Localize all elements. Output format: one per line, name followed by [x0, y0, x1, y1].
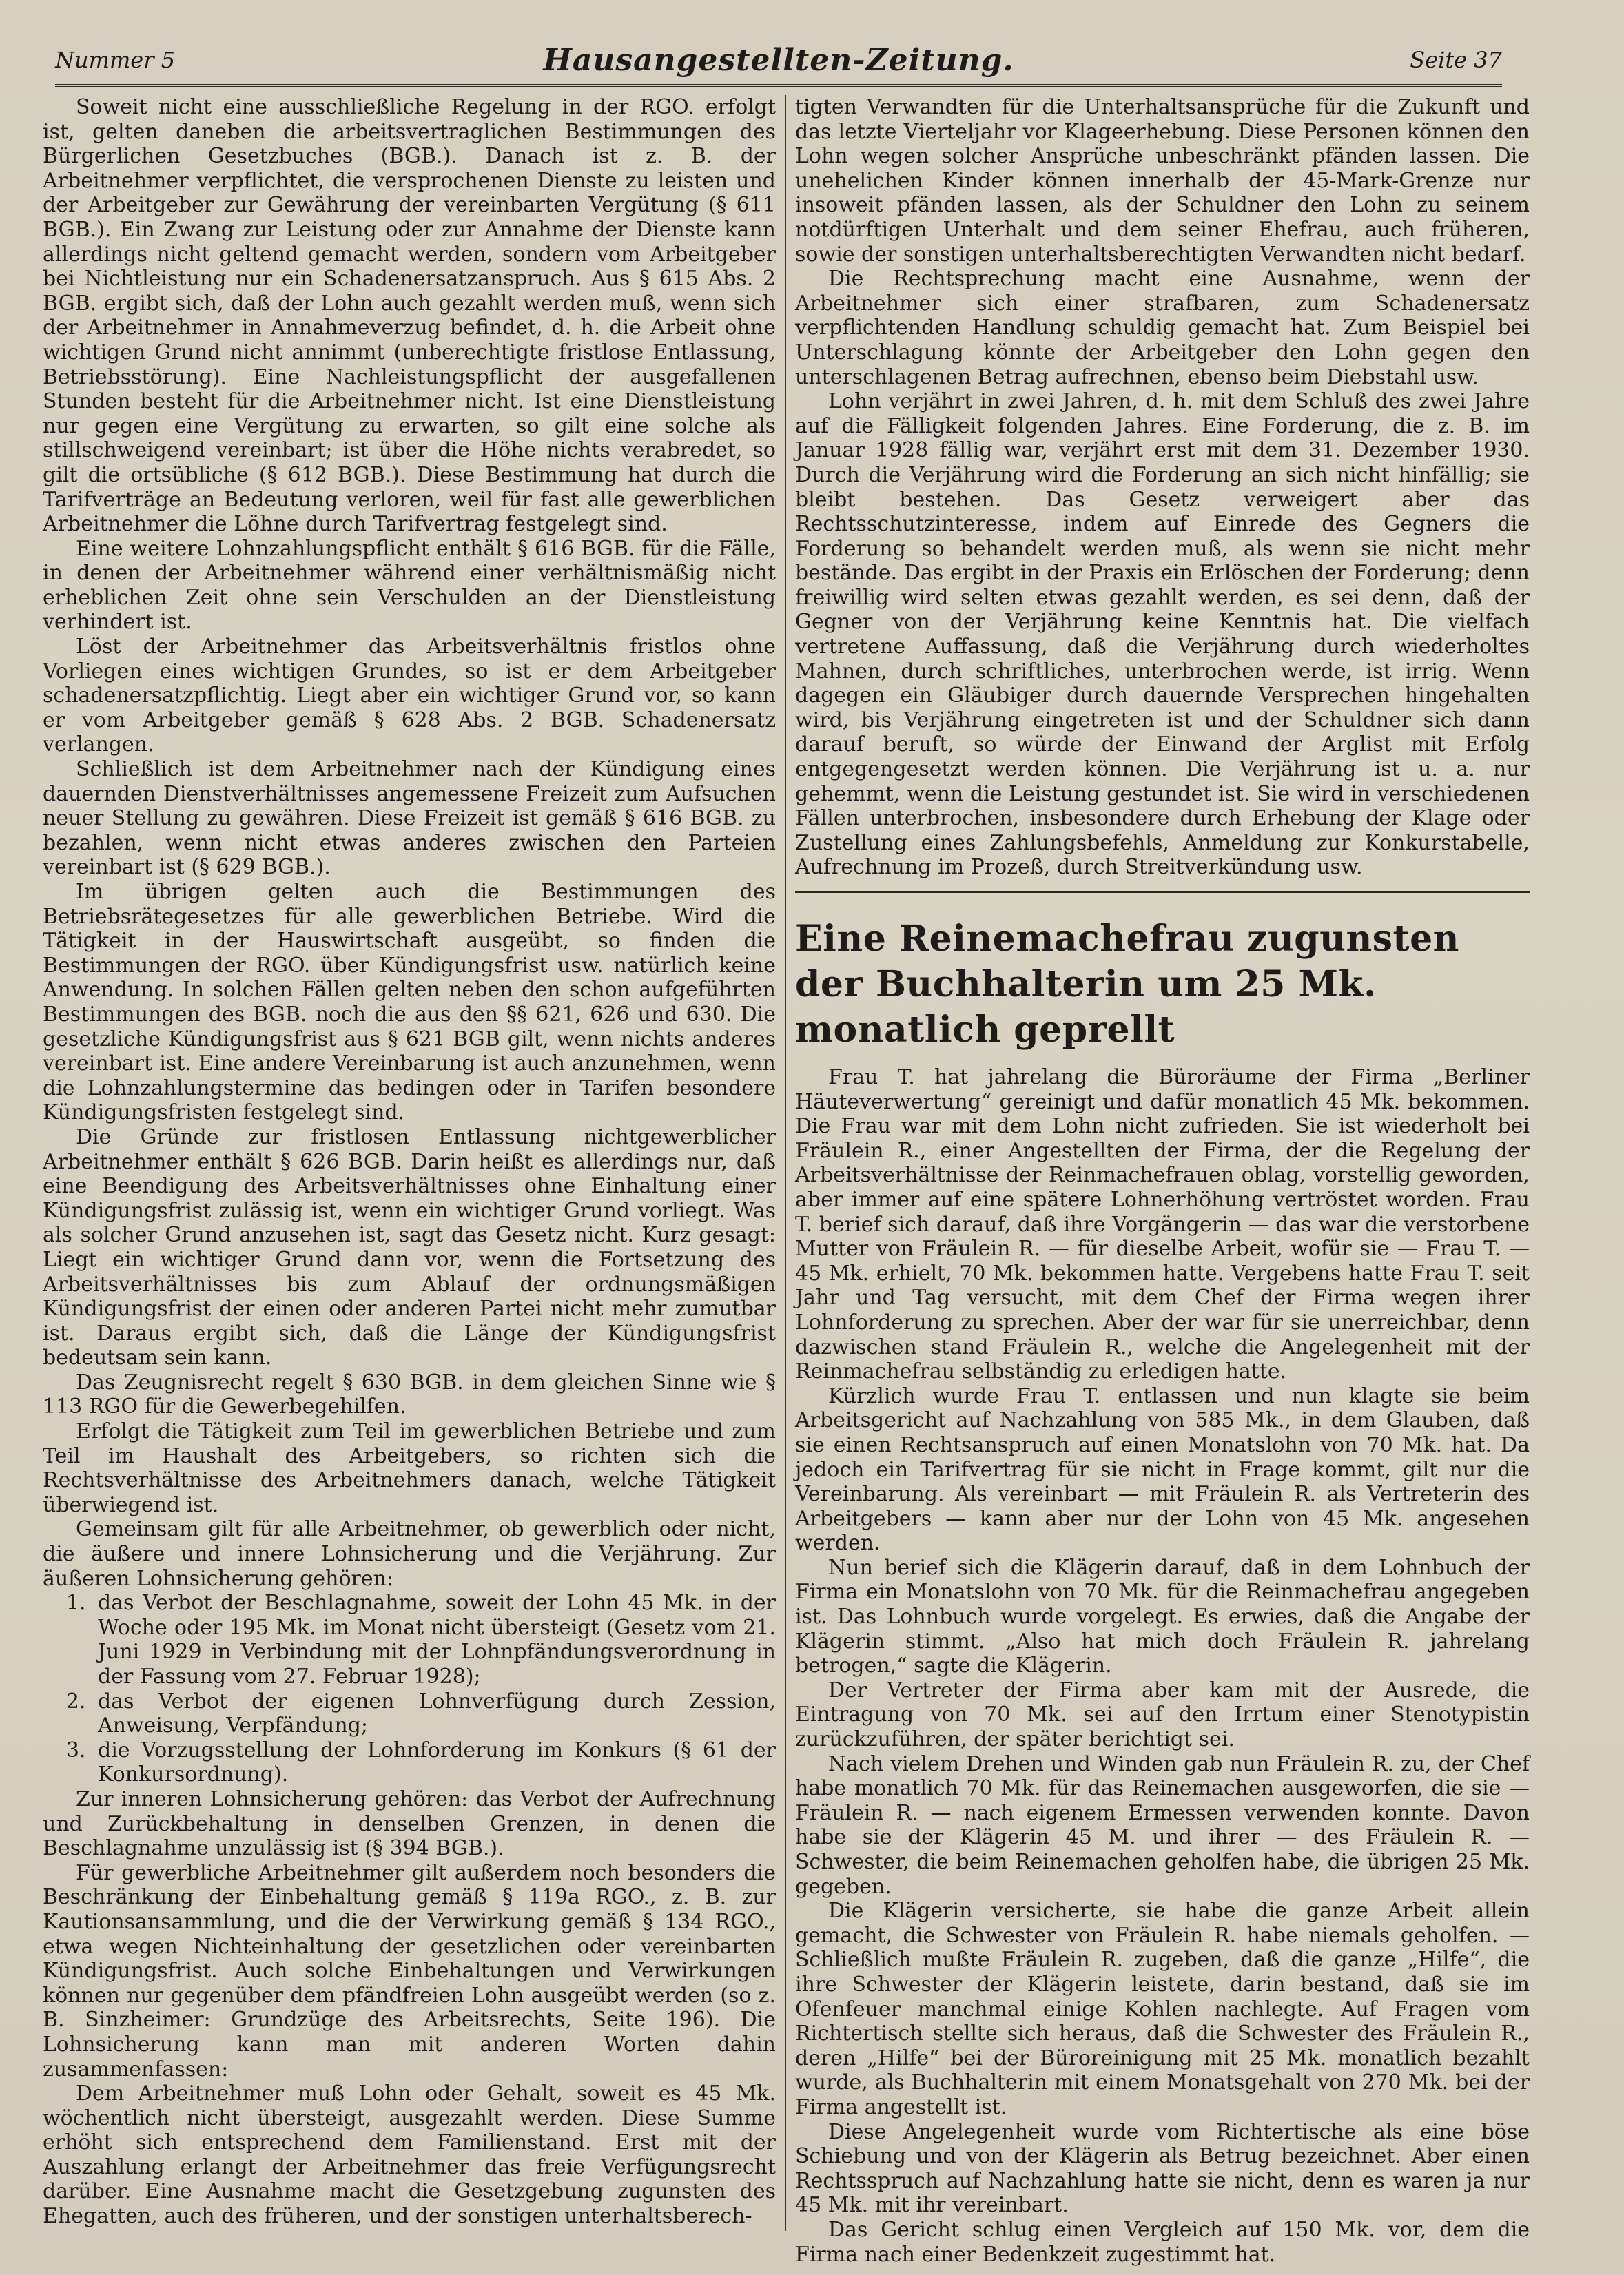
paragraph: Zur inneren Lohnsicherung gehören: das Verbot der Aufrechnung und Zurückbehaltung in denselben Grenzen, in denen die Beschlagnahme unzulässig ist (§ 394 BGB.). [43, 1787, 776, 1861]
page-number: Seite 37 [1410, 47, 1502, 73]
paragraph: Erfolgt die Tätigkeit zum Teil im gewerblichen Betriebe und zum Teil im Haushalt des Arbeitgebers, so richten sich die Rechtsverhältnisse des Arbeitnehmers danach, welche Tätigkeit überwiegend ist. [43, 1419, 776, 1517]
article-headline: Eine Reinemachefrau zugunsten der Buchhalterin um 25 Mk. monatlich geprellt [795, 918, 1459, 1051]
paragraph: Schließlich ist dem Arbeitnehmer nach der Kündigung eines dauernden Dienstverhältnisses angemessene Freizeit zum Aufsuchen neuer Stellung zu gewähren. Diese Freizeit ist gemäß § 616 BGB. zu bezahlen, wenn nicht etwas anderes zwischen den Parteien vereinbart ist (§ 629 BGB.). [43, 757, 776, 880]
paragraph: Der Vertreter der Firma aber kam mit der Ausrede, die Eintragung von 70 Mk. sei auf den Irrtum einer Stenotypistin zurückzuführen, der später berichtigt sei. [795, 1678, 1530, 1752]
paragraph: Soweit nicht eine ausschließliche Regelung in der RGO. erfolgt ist, gelten daneben die arbeitsvertraglichen Bestimmungen des Bürgerlichen Gesetzbuches (BGB.). Danach ist z. B. der Arbeitnehmer verpflichtet, die versprochenen Dienste zu leisten und der Arbeitgeber zur Gewährung der vereinbarten Vergütung (§ 611 BGB.). Ein Zwang zur Leistung oder zur Annahme der Dienste kann allerdings nicht geltend gemacht werden, sondern vom Arbeitgeber bei Nichtleistung nur ein Schadenersatzanspruch. Aus § 615 Abs. 2 BGB. ergibt sich, daß der Lohn auch gezahlt werden muß, wenn sich der Arbeitnehmer in Annahmeverzug befindet, d. h. die Arbeit ohne wichtigen Grund nicht annimmt (unberechtigte fristlose Entlassung, Betriebsstörung). Eine Nachleistungspflicht der ausgefallenen Stunden besteht für die Arbeitnehmer nicht. Ist eine Dienstleistung nur gegen eine Vergütung zu erwarten, so gilt eine solche als stillschweigend vereinbart; ist über die Höhe nichts verabredet, so gilt die ortsübliche (§ 612 BGB.). Diese Bestimmung hat durch die Tarifverträge an Bedeutung verloren, weil für fast alle gewerblichen Arbeitnehmer die Löhne durch Tarifvertrag festgelegt sind. [43, 95, 776, 537]
paragraph: Das Gericht schlug einen Vergleich auf 150 Mk. vor, dem die Firma nach einer Bedenkzeit zugestimmt hat. [795, 2217, 1530, 2267]
paragraph: Die Rechtsprechung macht eine Ausnahme, wenn der Arbeitnehmer sich einer strafbaren, zum Schadenersatz verpflichtenden Handlung schuldig gemacht hat. Zum Beispiel bei Unterschlagung könnte der Arbeitgeber den Lohn gegen den unterschlagenen Betrag aufrechnen, ebenso beim Diebstahl usw. [795, 267, 1530, 389]
paragraph: tigten Verwandten für die Unterhaltsansprüche für die Zukunft und das letzte Vierteljahr vor Klageerhebung. Diese Personen können den Lohn wegen solcher Ansprüche unbeschränkt pfänden lassen. Die unehelichen Kinder können innerhalb der 45-Mark-Grenze nur insoweit pfänden lassen, als der Schuldner den Lohn zu seinem notdürftigen Unterhalt und dem seiner Ehefrau, auch früheren, sowie der sonstigen unterhaltsberechtigten Verwandten nicht bedarf. [795, 95, 1530, 267]
paragraph: Kürzlich wurde Frau T. entlassen und nun klagte sie beim Arbeitsgericht auf Nachzahlung von 585 Mk., in dem Glauben, daß sie einen Rechtsanspruch auf einen Monatslohn von 70 Mk. hat. Da jedoch ein Tarifvertrag für sie nicht in Frage kommt, gilt nur die Vereinbarung. Als vereinbart — mit Fräulein R. als Vertreterin des Arbeitgebers — kann aber nur der Lohn von 45 Mk. angesehen werden. [795, 1383, 1530, 1556]
page-header [55, 43, 1502, 87]
section-rule [795, 891, 1530, 893]
paragraph: Im übrigen gelten auch die Bestimmungen des Betriebsrätegesetzes für alle gewerblichen Betriebe. Wird die Tätigkeit in der Hauswirtschaft ausgeübt, so finden die Bestimmungen der RGO. über Kündigungsfrist usw. natürlich keine Anwendung. In solchen Fällen gelten neben den schon aufgeführten Bestimmungen des BGB. noch die aus den §§ 621, 626 und 630. Die gesetzliche Kündigungsfrist aus § 621 BGB gilt, wenn nichts anderes vereinbart ist. Eine andere Vereinbarung ist auch anzunehmen, wenn die Lohnzahlungstermine das bedingen oder in Tarifen besondere Kündigungsfristen festgelegt sind. [43, 880, 776, 1125]
paragraph: Nach vielem Drehen und Winden gab nun Fräulein R. zu, der Chef habe monatlich 70 Mk. für das Reinemachen ausgeworfen, die sie — Fräulein R. — nach eigenem Ermessen verwenden konnte. Davon habe sie der Klägerin 45 M. und ihrer — des Fräulein R. — Schwester, die beim Reinemachen geholfen habe, die übrigen 25 Mk. gegeben. [795, 1751, 1530, 1899]
paragraph: Gemeinsam gilt für alle Arbeitnehmer, ob gewerblich oder nicht, die äußere und innere Lohnsicherung und die Verjährung. Zur äußeren Lohnsicherung gehören: [43, 1517, 776, 1591]
left-column [43, 95, 776, 2229]
paragraph: Das Zeugnisrecht regelt § 630 BGB. in dem gleichen Sinne wie § 113 RGO für die Gewerbegehilfen. [43, 1370, 776, 1419]
list-item: 3. die Vorzugsstellung der Lohnforderung im Konkurs (§ 61 der Konkursordnung). [92, 1738, 776, 1787]
column-divider [785, 95, 786, 2231]
issue-number: Nummer 5 [55, 47, 176, 73]
paragraph: Diese Angelegenheit wurde vom Richtertische als eine böse Schiebung und von der Klägerin als Betrug bezeichnet. Aber einen Rechtsspruch auf Nachzahlung hatte sie nicht, denn es waren ja nur 45 Mk. mit ihr vereinbart. [795, 2119, 1530, 2218]
paragraph: Die Klägerin versicherte, sie habe die ganze Arbeit allein gemacht, die Schwester von Fräulein R. habe niemals geholfen. — Schließlich mußte Fräulein R. zugeben, daß die ganze „Hilfe“, die ihre Schwester der Klägerin leistete, darin bestand, daß sie im Ofenfeuer manchmal einige Kohlen nachlegte. Auf Fragen vom Richtertisch stellte sich heraus, daß die Schwester des Fräulein R., deren „Hilfe“ bei der Büroreinigung mit 25 Mk. monatlich bezahlt wurde, als Buchhalterin mit einem Monatsgehalt von 270 Mk. bei der Firma angestellt ist. [795, 1899, 1530, 2119]
right-column [795, 95, 1530, 2267]
paragraph: Die Gründe zur fristlosen Entlassung nichtgewerblicher Arbeitnehmer enthält § 626 BGB. Darin heißt es allerdings nur, daß eine Beendigung des Arbeitsverhältnisses ohne Einhaltung einer Kündigungsfrist zulässig ist, wenn ein wichtiger Grund vorliegt. Was als solcher Grund anzusehen ist, sagt das Gesetz nicht. Kurz gesagt: Liegt ein wichtiger Grund dann vor, wenn die Fortsetzung des Arbeitsverhältnisses bis zum Ablauf der ordnungsmäßigen Kündigungsfrist der einen oder anderen Partei nicht mehr zumutbar ist. Daraus ergibt sich, daß die Länge der Kündigungsfrist bedeutsam sein kann. [43, 1124, 776, 1370]
list-item: 1. das Verbot der Beschlagnahme, soweit der Lohn 45 Mk. in der Woche oder 195 Mk. im Monat nicht übersteigt (Gesetz vom 21. Juni 1929 in Verbindung mit der Lohnpfändungsverordnung in der Fassung vom 27. Februar 1928); [92, 1591, 776, 1689]
paragraph: Nun berief sich die Klägerin darauf, daß in dem Lohnbuch der Firma ein Monatslohn von 70 Mk. für die Reinmachefrau angegeben ist. Das Lohnbuch wurde vorgelegt. Es erwies, daß die Angabe der Klägerin stimmt. „Also hat mich doch Fräulein R. jahrelang betrogen,“ sagte die Klägerin. [795, 1555, 1530, 1678]
wage-protection-list [43, 1591, 776, 1787]
paragraph: Löst der Arbeitnehmer das Arbeitsverhältnis fristlos ohne Vorliegen eines wichtigen Grundes, so ist er dem Arbeitgeber schadenersatzpflichtig. Liegt aber ein wichtiger Grund vor, so kann er vom Arbeitgeber gemäß § 628 Abs. 2 BGB. Schadenersatz verlangen. [43, 635, 776, 757]
paragraph: Frau T. hat jahrelang die Büroräume der Firma „Berliner Häuteverwertung“ gereinigt und dafür monatlich 45 Mk. bekommen. Die Frau war mit dem Lohn nicht zufrieden. Sie ist wiederholt bei Fräulein R., einer Angestellten der Firma, der die Regelung der Arbeitsverhältnisse der Reinmachefrauen oblag, vorstellig geworden, aber immer auf eine spätere Lohnerhöhung vertröstet worden. Frau T. berief sich darauf, daß ihre Vorgängerin — das war die verstorbene Mutter von Fräulein R. — für dieselbe Arbeit, wofür sie — Frau T. — 45 Mk. erhielt, 70 Mk. bekommen hatte. Vergebens hatte Frau T. seit Jahr und Tag versucht, mit dem Chef der Firma wegen ihrer Lohnforderung zu sprechen. Aber der war für sie unerreichbar, denn dazwischen stand Fräulein R., welche die Angelegenheit mit der Reinmachefrau selbständig zu erledigen hatte. [795, 1065, 1530, 1384]
paragraph: Für gewerbliche Arbeitnehmer gilt außerdem noch besonders die Beschränkung der Einbehaltung gemäß § 119a RGO., z. B. zur Kautionsansammlung, und die der Verwirkung gemäß § 134 RGO., etwa wegen Nichteinhaltung der gesetzlichen oder vereinbarten Kündigungsfrist. Auch solche Einbehaltungen und Verwirkungen können nur gegenüber dem pfändfreien Lohn ausgeübt werden (so z. B. Sinzheimer: Grundzüge des Arbeitsrechts, Seite 196). Die Lohnsicherung kann man mit anderen Worten dahin zusammenfassen: [43, 1860, 776, 2081]
newspaper-title: Hausangestellten-Zeitung. [543, 43, 1014, 78]
paragraph: Eine weitere Lohnzahlungspflicht enthält § 616 BGB. für die Fälle, in denen der Arbeitnehmer während einer verhältnismäßig nicht erheblichen Zeit ohne sein Verschulden an der Dienstleistung verhindert ist. [43, 536, 776, 635]
list-item: 2. das Verbot der eigenen Lohnverfügung durch Zession, Anweisung, Verpfändung; [92, 1689, 776, 1738]
paragraph: Dem Arbeitnehmer muß Lohn oder Gehalt, soweit es 45 Mk. wöchentlich nicht übersteigt, ausgezahlt werden. Diese Summe erhöht sich entsprechend dem Familienstand. Erst mit der Auszahlung erlangt der Arbeitnehmer das freie Verfügungsrecht darüber. Eine Ausnahme macht die Gesetzgebung zugunsten des Ehegatten, auch des früheren, und der sonstigen unterhaltsberech- [43, 2081, 776, 2229]
paragraph: Lohn verjährt in zwei Jahren, d. h. mit dem Schluß des zwei Jahre auf die Fälligkeit folgenden Jahres. Eine Forderung, die z. B. im Januar 1928 fällig war, verjährt erst mit dem 31. Dezember 1930. Durch die Verjährung wird die Forderung an sich nicht hinfällig; sie bleibt bestehen. Das Gesetz verweigert aber das Rechtsschutzinteresse, indem auf Einrede des Gegners die Forderung so behandelt werden muß, als wenn sie nicht mehr bestände. Das ergibt in der Praxis ein Erlöschen der Forderung; denn freiwillig wird selten etwas gezahlt werden, es sei denn, daß der Gegner von der Verjährung keine Kenntnis hat. Die vielfach vertretene Auffassung, daß die Verjährung durch wiederholtes Mahnen, durch schriftliches, unterbrochen werde, ist irrig. Wenn dagegen ein Gläubiger durch dauernde Versprechen hingehalten wird, bis Verjährung eingetreten ist und der Schuldner sich dann darauf beruft, so würde der Einwand der Arglist mit Erfolg entgegengesetzt werden können. Die Verjährung ist u. a. nur gehemmt, wenn die Leistung gestundet ist. Sie wird in verschiedenen Fällen unterbrochen, insbesondere durch Erhebung der Klage oder Zustellung eines Zahlungsbefehls, Anmeldung zur Konkurstabelle, Aufrechnung im Prozeß, durch Streitverkündung usw. [795, 389, 1530, 880]
